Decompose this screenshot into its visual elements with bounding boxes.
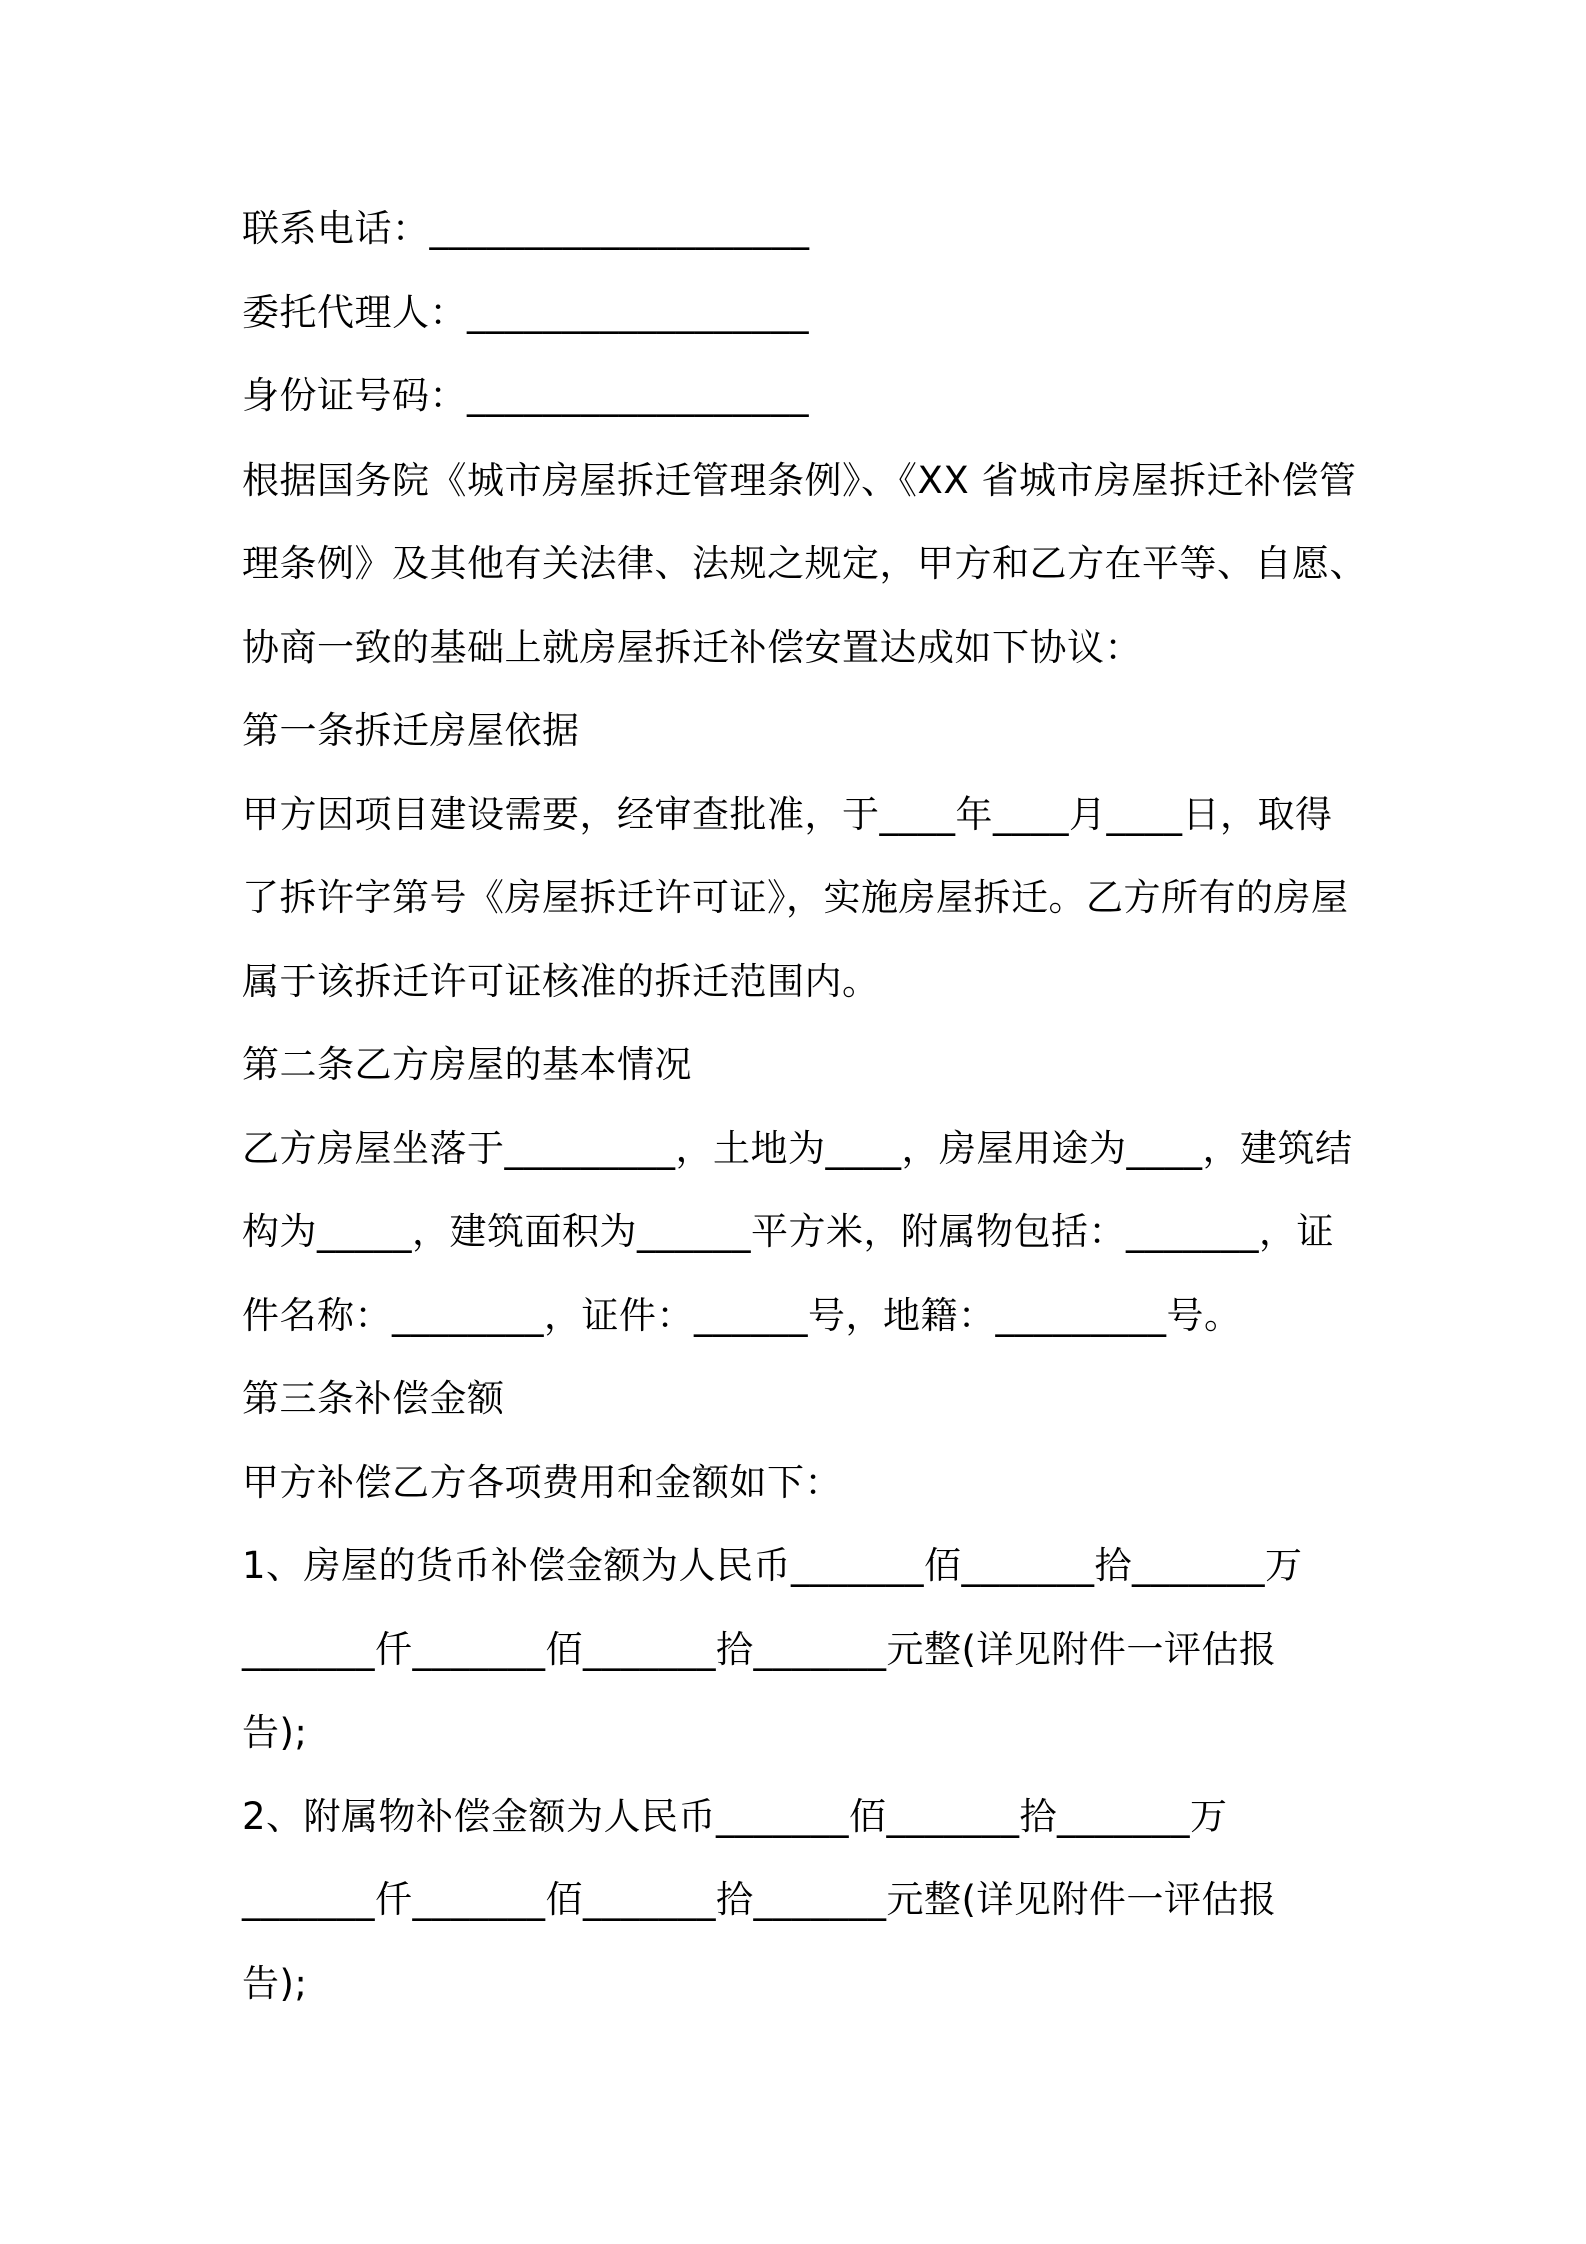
article-2-line-3: 件名称：________，证件：______号，地籍：_________号。 (242, 1294, 1242, 1337)
item-1-line-2: _______仟_______佰_______拾_______元整(详见附件一评估报 (242, 1628, 1277, 1671)
article-1-line-3: 属于该拆迁许可证核准的拆迁范围内。 (242, 960, 880, 1003)
article-1-line-2: 了拆许字第号《房屋拆迁许可证》，实施房屋拆迁。乙方所有的房屋 (242, 876, 1349, 919)
item-2-line-3: 告); (242, 1962, 308, 2005)
agent-line: 委托代理人：__________________ (242, 291, 809, 334)
id-number-line: 身份证号码：__________________ (242, 374, 809, 417)
preamble-line-2: 理条例》及其他有关法律、法规之规定，甲方和乙方在平等、自愿、 (242, 542, 1367, 585)
article-2-heading: 第二条乙方房屋的基本情况 (242, 1043, 692, 1086)
article-1-line-1: 甲方因项目建设需要，经审查批准，于____年____月____日，取得 (242, 793, 1333, 836)
item-1-line-3: 告); (242, 1711, 308, 1754)
item-2-line-2: _______仟_______佰_______拾_______元整(详见附件一评估报 (242, 1878, 1277, 1921)
article-1-heading: 第一条拆迁房屋依据 (242, 709, 580, 752)
article-2-line-2: 构为_____，建筑面积为______平方米，附属物包括：_______，证 (242, 1210, 1334, 1253)
article-2-line-1: 乙方房屋坐落于_________，土地为____，房屋用途为____，建筑结 (242, 1127, 1353, 1170)
article-3-intro: 甲方补偿乙方各项费用和金额如下： (242, 1461, 842, 1504)
item-1-line-1: 1、房屋的货币补偿金额为人民币_______佰_______拾_______万 (242, 1544, 1303, 1587)
preamble-line-1: 根据国务院《城市房屋拆迁管理条例》、《XX 省城市房屋拆迁补偿管 (242, 459, 1357, 502)
preamble-line-3: 协商一致的基础上就房屋拆迁补偿安置达成如下协议： (242, 626, 1142, 669)
contact-phone-line: 联系电话：____________________ (242, 207, 810, 250)
article-3-heading: 第三条补偿金额 (242, 1377, 505, 1420)
item-2-line-1: 2、附属物补偿金额为人民币_______佰_______拾_______万 (242, 1795, 1228, 1838)
